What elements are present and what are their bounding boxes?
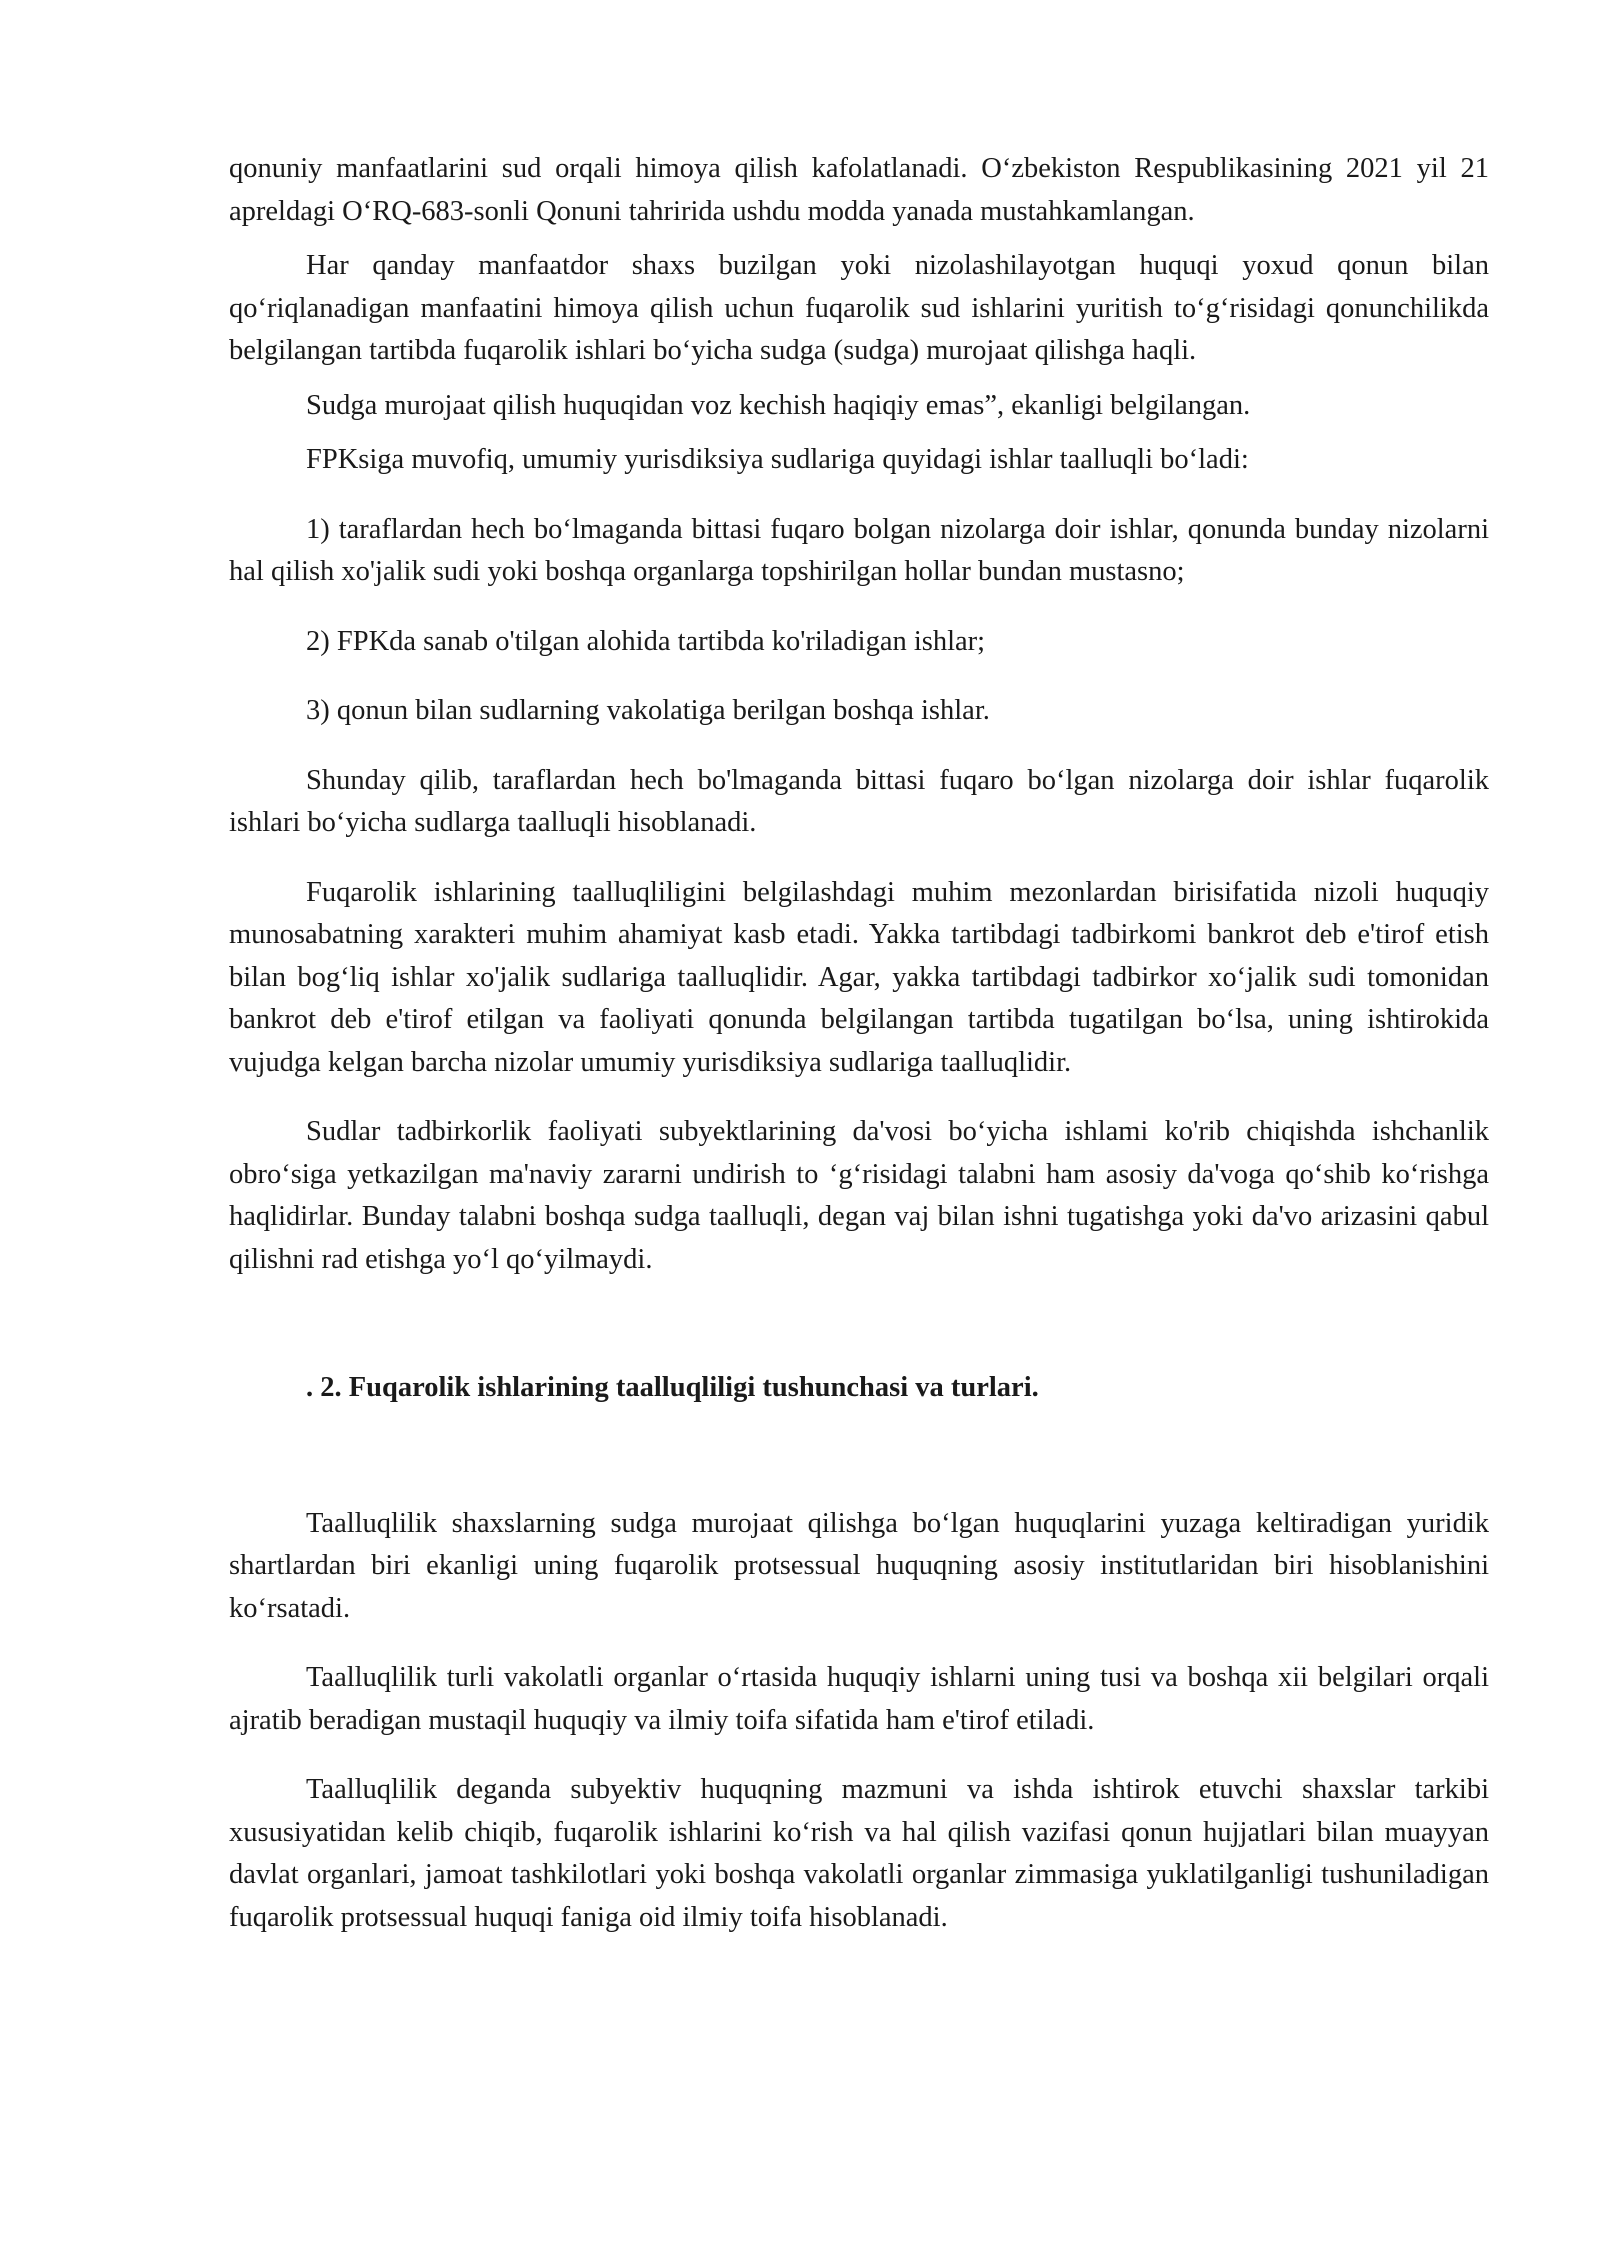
section-heading: . 2. Fuqarolik ishlarining taalluqliligi tushunchasi va turlari. xyxy=(306,1372,1039,1403)
paragraph-continuation: qonuniy manfaatlarini sud orqali himoya qilish kafolatlanadi. O‘zbekiston Respublikasining 2021 yil 21 apreldagi O‘RQ-683-sonli Qonuni tahririda ushdu modda yanada mustahkamlangan. xyxy=(229,153,1489,227)
paragraph-criteria: Fuqarolik ishlarining taalluqliligini belgilashdagi muhim mezonlardan birisifatida nizoli huquqiy munosabatning xarakteri muhim ahamiyat kasb etadi. Yakka tartibdagi tadbirkomi bankrot deb e'tirof etish bilan bog‘liq ishlar xo'jalik sudlariga taalluqlidir. Agar, yakka tartibdagi tadbirkor xo‘jalik sudi tomonidan bankrot deb e'tirof etilgan va faoliyati qonunda belgilangan tartibda tugatilgan bo‘lsa, uning ishtirokida vujudga kelgan barcha nizolar umumiy yurisdiksiya sudlariga taalluqlidir. xyxy=(229,876,1489,1078)
paragraph-conclusion: Shunday qilib, taraflardan hech bo'lmaganda bittasi fuqaro bo‘lgan nizolarga doir ishlar fuqarolik ishlari bo‘yicha sudlarga taalluqli hisoblanadi. xyxy=(229,764,1489,838)
list-item-3: 3) qonun bilan sudlarning vakolatiga berilgan boshqa ishlar. xyxy=(306,695,990,726)
document-page xyxy=(229,148,1489,1939)
paragraph-jurisdiction-category: Taalluqlilik turli vakolatli organlar o‘rtasida huquqiy ishlarni uning tusi va boshqa xii belgilari orqali ajratib beradigan mustaqil huquqiy va ilmiy toifa sifatida ham e'tirof etiladi. xyxy=(229,1662,1489,1736)
paragraph-right-to-appeal: Har qanday manfaatdor shaxs buzilgan yoki nizolashilayotgan huquqi yoxud qonun bilan qo‘riqlanadigan manfaatini himoya qilish uchun fuqarolik sud ishlarini yuritish to‘g‘risidagi qonunchilikda belgilangan tartibda fuqarolik ishlari bo‘yicha sudga (sudga) murojaat qilishga haqli. xyxy=(229,250,1489,366)
paragraph-business-subjects: Sudlar tadbirkorlik faoliyati subyektlarining da'vosi bo‘yicha ishlami ko'rib chiqishda ishchanlik obro‘siga yetkazilgan ma'naviy zararni undirish to ‘g‘risidagi talabni ham asosiy da'voga qo‘shib ko‘rishga haqlidirlar. Bunday talabni boshqa sudga taalluqli, degan vaj bilan ishni tugatishga yoki da'vo arizasini qabul qilishni rad etishga yo‘l qo‘yilmaydi. xyxy=(229,1116,1489,1275)
list-item-1: 1) taraflardan hech bo‘lmaganda bittasi fuqaro bolgan nizolarga doir ishlar, qonunda bunday nizolarni hal qilish xo'jalik sudi yoki boshqa organlarga topshirilgan hollar bundan mustasno; xyxy=(229,513,1489,587)
paragraph-jurisdiction-definition: Taalluqlilik shaxslarning sudga murojaat qilishga bo‘lgan huquqlarini yuzaga keltiradigan yuridik shartlardan biri ekanligi uning fuqarolik protsessual huquqning asosiy institutlaridan biri hisoblanishini ko‘rsatadi. xyxy=(229,1507,1489,1624)
paragraph-waiver: Sudga murojaat qilish huquqidan voz kechish haqiqiy emas”, ekanligi belgilangan. xyxy=(306,389,1251,421)
paragraph-jurisdiction-meaning: Taalluqlilik deganda subyektiv huquqning mazmuni va ishda ishtirok etuvchi shaxslar tarkibi xususiyatidan kelib chiqib, fuqarolik ishlarini ko‘rish va hal qilish vazifasi qonun hujjatlari bilan muayyan davlat organlari, jamoat tashkilotlari yoki boshqa vakolatli organlar zimmasiga yuklatilganligi tushuniladigan fuqarolik protsessual huquqi faniga oid ilmiy toifa hisoblanadi. xyxy=(229,1774,1489,1933)
list-item-2: 2) FPKda sanab o'tilgan alohida tartibda ko'riladigan ishlar; xyxy=(306,625,986,657)
paragraph-fpk-intro: FPKsiga muvofiq, umumiy yurisdiksiya sudlariga quyidagi ishlar taalluqli bo‘ladi: xyxy=(306,444,1249,475)
